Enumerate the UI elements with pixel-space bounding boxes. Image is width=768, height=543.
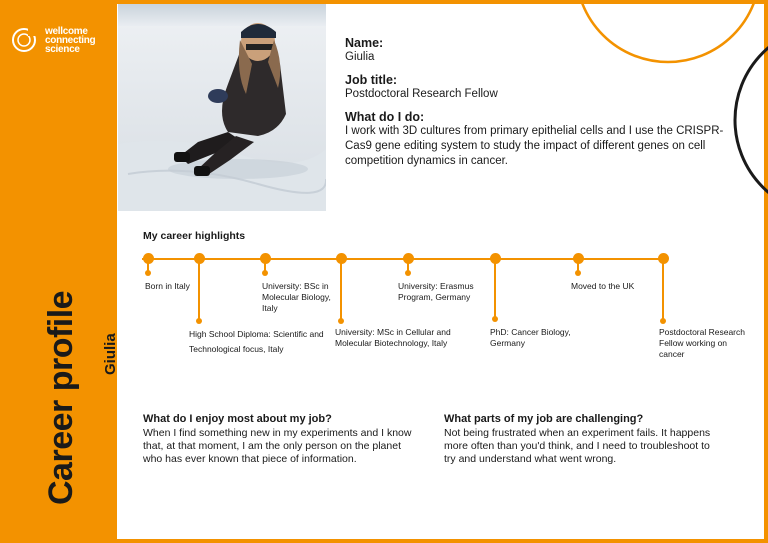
- job-title-value: Postdoctoral Research Fellow: [345, 88, 498, 100]
- milestone-label: University: MSc in Cellular and Molecular Biotechnology, Italy: [335, 327, 451, 348]
- timeline-tick-end: [196, 318, 202, 324]
- milestone-label: High School Diploma: Scientific and Technological focus, Italy: [189, 329, 324, 354]
- milestone-label: Born in Italy: [145, 281, 190, 291]
- enjoy-heading: What do I enjoy most about my job?: [143, 413, 332, 425]
- milestone-label: PhD: Cancer Biology, Germany: [490, 327, 571, 348]
- timeline-tick: [494, 260, 496, 318]
- profile-photo: [118, 4, 326, 211]
- job-title-label: Job title:: [345, 73, 398, 87]
- logo-text: wellcome connecting science: [45, 26, 96, 55]
- what-do-i-do-label: What do I do:: [345, 110, 425, 124]
- name-value: Giulia: [345, 51, 375, 63]
- what-do-i-do-text: I work with 3D cultures from primary epithelial cells and I use the CRISPR-Cas9 gene editing system to study the impact of different genes on cell competition dynamics in cancer.: [345, 125, 724, 167]
- challenging-section: [444, 413, 719, 466]
- timeline-tick: [662, 260, 664, 320]
- timeline-tick-end: [660, 318, 666, 324]
- career-highlights-title: My career highlights: [143, 230, 246, 242]
- timeline-tick-end: [338, 318, 344, 324]
- timeline-tick-end: [405, 270, 411, 276]
- milestone-label: University: Erasmus Program, Germany: [398, 281, 474, 302]
- timeline-tick-end: [575, 270, 581, 276]
- challenging-heading: What parts of my job are challenging?: [444, 413, 644, 425]
- enjoy-section: [143, 413, 413, 466]
- timeline-tick-end: [492, 316, 498, 322]
- milestone-label: University: BSc in Molecular Biology, Italy: [262, 281, 331, 313]
- timeline-tick-end: [262, 270, 268, 276]
- challenging-text: Not being frustrated when an experiment fails. It happens more often than you'd think, and I need to troubleshoot to try and understand what went wrong.: [444, 427, 711, 465]
- milestone-label: Postdoctoral Research Fellow working on cancer: [659, 327, 745, 359]
- profile-info: [345, 36, 730, 169]
- page-title: Career profile: [42, 290, 80, 505]
- milestone-label: Moved to the UK: [571, 281, 635, 291]
- name-label: Name:: [345, 36, 384, 50]
- enjoy-text: When I find something new in my experiments and I know that, at that moment, I am the only person on the planet who has ever known that piece of information.: [143, 427, 412, 465]
- profile-subtitle: Giulia: [102, 333, 119, 375]
- timeline-tick-end: [145, 270, 151, 276]
